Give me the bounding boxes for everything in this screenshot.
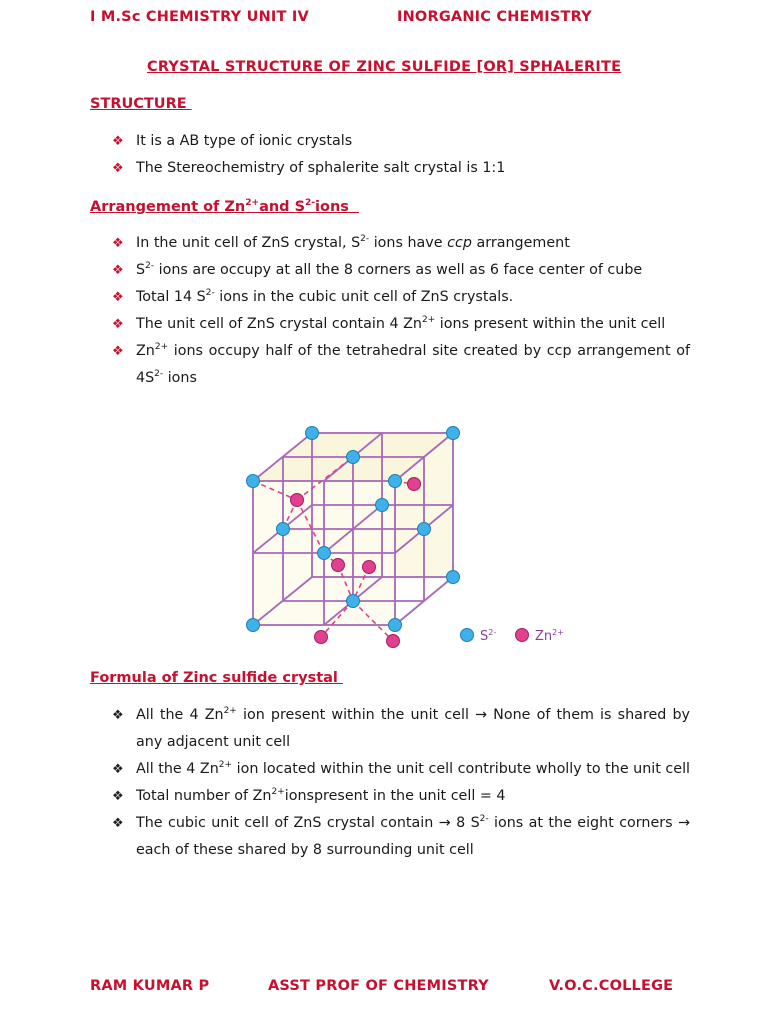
s-ion bbox=[318, 547, 331, 560]
legend-s-label: $S^{2-}$ bbox=[480, 628, 497, 644]
s-ion bbox=[306, 427, 319, 440]
structure-list bbox=[112, 128, 690, 182]
list-item: ❖ $Zn^{2+}$ ions occupy half of the tetrahedral site created by ccp arrangement of $4S^{2-}$ ions bbox=[112, 338, 690, 392]
header-right: INORGANIC CHEMISTRY bbox=[397, 9, 592, 25]
section-heading-structure: STRUCTURE bbox=[90, 96, 192, 112]
s-ion bbox=[247, 619, 260, 632]
section-heading-formula: Formula of Zinc sulfide crystal bbox=[90, 670, 343, 686]
list-item: ❖ Total number of $Zn^{2+}ionspresent$ in the unit cell = 4 bbox=[112, 783, 690, 810]
s-ion bbox=[347, 595, 360, 608]
s-ion bbox=[418, 523, 431, 536]
bullet-icon: ❖ bbox=[112, 708, 124, 723]
zns-unit-cell-figure bbox=[238, 420, 578, 652]
list-item: ❖ All the 4 $Zn^{2+}$ ion located within the unit cell contribute wholly to the unit cell bbox=[112, 756, 690, 783]
s-ion bbox=[277, 523, 290, 536]
header-left: I M.Sc CHEMISTRY UNIT IV bbox=[90, 9, 309, 25]
bullet-icon: ❖ bbox=[112, 161, 124, 176]
s-ion bbox=[347, 451, 360, 464]
s-ion bbox=[376, 499, 389, 512]
s-ion bbox=[447, 427, 460, 440]
zn-ion bbox=[363, 561, 376, 574]
legend-zn-label: $Zn^{2+}$ bbox=[535, 628, 564, 644]
page-title: CRYSTAL STRUCTURE OF ZINC SULFIDE [OR] SPHALERITE bbox=[147, 59, 622, 75]
bullet-icon: ❖ bbox=[112, 789, 124, 804]
bullet-icon: ❖ bbox=[112, 236, 124, 251]
s-ion bbox=[389, 475, 402, 488]
s-ion bbox=[447, 571, 460, 584]
list-item: ❖ $S^{2-}$ ions are occupy at all the 8 corners as well as 6 face center of cube bbox=[112, 257, 690, 284]
zn-ion bbox=[408, 478, 421, 491]
list-item: ❖ The Stereochemistry of sphalerite salt crystal is 1:1 bbox=[112, 155, 690, 182]
arrangement-list bbox=[112, 230, 690, 392]
footer-designation: ASST PROF OF CHEMISTRY bbox=[268, 978, 489, 994]
s-ion bbox=[389, 619, 402, 632]
zn-ion bbox=[315, 631, 328, 644]
list-item: ❖ The cubic unit cell of ZnS crystal contain → 8 $S^{2-}$ ions at the eight corners → each of these shared by 8 surrounding unit cell bbox=[112, 810, 690, 864]
formula-list bbox=[112, 702, 690, 864]
s-ion bbox=[247, 475, 260, 488]
list-item: ❖ Total 14 $S^{2-}$ ions in the cubic unit cell of ZnS crystals. bbox=[112, 284, 690, 311]
zn-ion bbox=[332, 559, 345, 572]
legend-zn-icon bbox=[516, 629, 529, 642]
list-item: ❖ The unit cell of ZnS crystal contain 4 $Zn^{2+}$ ions present within the unit cell bbox=[112, 311, 690, 338]
bullet-icon: ❖ bbox=[112, 762, 124, 777]
footer-college: V.O.C.COLLEGE bbox=[549, 978, 674, 994]
list-item: ❖ All the 4 $Zn^{2+}$ ion present within the unit cell → None of them is shared by any adjacent unit cell bbox=[112, 702, 690, 756]
zn-ion bbox=[387, 635, 400, 648]
section-heading-arrangement: Arrangement of $Zn^{2+}and$ $S^{2-}ions$ bbox=[90, 198, 360, 215]
figure-legend bbox=[461, 628, 564, 644]
footer-name: RAM KUMAR P bbox=[90, 978, 210, 994]
bullet-icon: ❖ bbox=[112, 344, 124, 359]
bullet-icon: ❖ bbox=[112, 263, 124, 278]
legend-s-icon bbox=[461, 629, 474, 642]
bullet-icon: ❖ bbox=[112, 317, 124, 332]
list-item: ❖ In the unit cell of ZnS crystal, $S^{2-}$ ions have ccp arrangement bbox=[112, 230, 690, 257]
bullet-icon: ❖ bbox=[112, 134, 124, 149]
list-item: ❖ It is a AB type of ionic crystals bbox=[112, 128, 690, 155]
zn-ion bbox=[291, 494, 304, 507]
bullet-icon: ❖ bbox=[112, 290, 124, 305]
bullet-icon: ❖ bbox=[112, 816, 124, 831]
